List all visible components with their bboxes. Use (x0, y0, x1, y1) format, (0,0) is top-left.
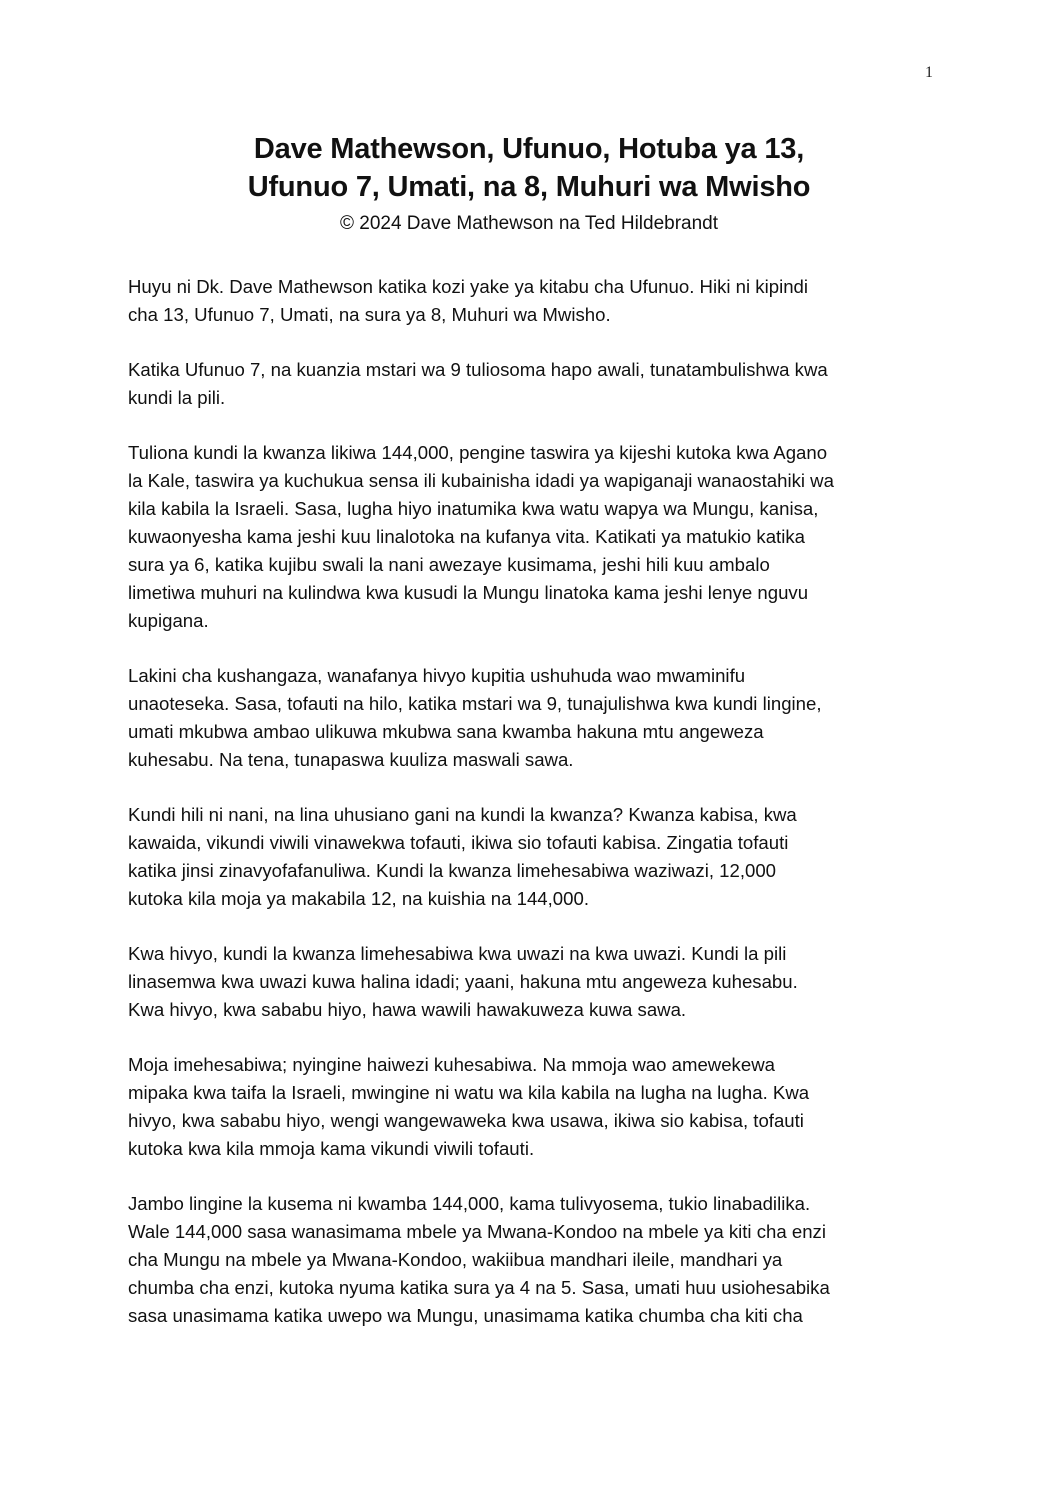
paragraph-line: Jambo lingine la kusema ni kwamba 144,000, kama tulivyosema, tukio linabadilika. (128, 1193, 811, 1214)
paragraph-line: Wale 144,000 sasa wanasimama mbele ya Mwana-Kondoo na mbele ya kiti cha enzi (128, 1221, 826, 1242)
paragraph-line: kutoka kila moja ya makabila 12, na kuishia na 144,000. (128, 888, 589, 909)
paragraph-line: Huyu ni Dk. Dave Mathewson katika kozi yake ya kitabu cha Ufunuo. Hiki ni kipindi (128, 276, 809, 297)
title-line-2: Ufunuo 7, Umati, na 8, Muhuri wa Mwisho (247, 171, 811, 203)
paragraph (128, 801, 940, 913)
paragraph-line: limetiwa muhuri na kulindwa kwa kusudi la Mungu linatoka kama jeshi lenye nguvu (128, 582, 809, 603)
paragraph-line: kawaida, vikundi viwili vinawekwa tofauti, ikiwa sio tofauti kabisa. Zingatia tofauti (128, 832, 789, 853)
page-number: 1 (925, 64, 933, 81)
paragraph-line: kupigana. (128, 610, 209, 631)
paragraph-line: la Kale, taswira ya kuchukua sensa ili kubainisha idadi ya wapiganaji wanaostahiki wa (128, 470, 834, 491)
paragraph (128, 356, 940, 412)
paragraph (128, 439, 940, 635)
paragraph-line: cha 13, Ufunuo 7, Umati, na sura ya 8, Muhuri wa Mwisho. (128, 304, 611, 325)
paragraph-line: Kundi hili ni nani, na lina uhusiano gani na kundi la kwanza? Kwanza kabisa, kwa (128, 804, 797, 825)
paragraph-line: linasemwa kwa uwazi kuwa halina idadi; yaani, hakuna mtu angeweza kuhesabu. (128, 971, 798, 992)
paragraph-line: kuwaonyesha kama jeshi kuu linalotoka na kufanya vita. Katikati ya matukio katika (128, 526, 805, 547)
paragraph-line: unaoteseka. Sasa, tofauti na hilo, katika mstari wa 9, tunajulishwa kwa kundi lingine, (128, 693, 822, 714)
paragraph (128, 1190, 940, 1330)
paragraph-line: sura ya 6, katika kujibu swali la nani awezaye kusimama, jeshi hili kuu ambalo (128, 554, 770, 575)
paragraph (128, 940, 940, 1024)
title-line-1: Dave Mathewson, Ufunuo, Hotuba ya 13, (253, 133, 805, 165)
paragraph-line: umati mkubwa ambao ulikuwa mkubwa sana kwamba hakuna mtu angeweza (128, 721, 764, 742)
paragraph-line: sasa unasimama katika uwepo wa Mungu, unasimama katika chumba cha kiti cha (128, 1305, 803, 1326)
paragraph-line: katika jinsi zinavyofafanuliwa. Kundi la kwanza limehesabiwa waziwazi, 12,000 (128, 860, 777, 881)
paragraph (128, 273, 940, 329)
paragraph-line: cha Mungu na mbele ya Mwana-Kondoo, wakiibua mandhari ileile, mandhari ya (128, 1249, 783, 1270)
paragraph (128, 1051, 940, 1163)
paragraph (128, 662, 940, 774)
paragraph-line: Kwa hivyo, kundi la kwanza limehesabiwa kwa uwazi na kwa uwazi. Kundi la pili (128, 943, 787, 964)
paragraph-line: kuhesabu. Na tena, tunapaswa kuuliza maswali sawa. (128, 749, 574, 770)
paragraph-line: Katika Ufunuo 7, na kuanzia mstari wa 9 tuliosoma hapo awali, tunatambulishwa kwa (128, 359, 828, 380)
paragraph-line: kila kabila la Israeli. Sasa, lugha hiyo inatumika kwa watu wapya wa Mungu, kanisa, (128, 498, 819, 519)
paragraph-line: chumba cha enzi, kutoka nyuma katika sura ya 4 na 5. Sasa, umati huu usiohesabika (128, 1277, 830, 1298)
copyright-notice: © 2024 Dave Mathewson na Ted Hildebrandt (339, 213, 719, 234)
paragraph-line: kundi la pili. (128, 387, 226, 408)
paragraph-line: Tuliona kundi la kwanza likiwa 144,000, pengine taswira ya kijeshi kutoka kwa Agano (128, 442, 828, 463)
paragraph-line: kutoka kwa kila mmoja kama vikundi viwili tofauti. (128, 1138, 535, 1159)
paragraph-line: mipaka kwa taifa la Israeli, mwingine ni watu wa kila kabila na lugha na lugha. Kwa (128, 1082, 810, 1103)
paragraph-line: Moja imehesabiwa; nyingine haiwezi kuhesabiwa. Na mmoja wao amewekewa (128, 1054, 775, 1075)
document-body (128, 273, 940, 1357)
document-title (0, 130, 1058, 206)
paragraph-line: Lakini cha kushangaza, wanafanya hivyo kupitia ushuhuda wao mwaminifu (128, 665, 746, 686)
document-header (0, 130, 1058, 237)
paragraph-line: hivyo, kwa sababu hiyo, wengi wangewaweka kwa usawa, ikiwa sio kabisa, tofauti (128, 1110, 804, 1131)
paragraph-line: Kwa hivyo, kwa sababu hiyo, hawa wawili hawakuweza kuwa sawa. (128, 999, 687, 1020)
